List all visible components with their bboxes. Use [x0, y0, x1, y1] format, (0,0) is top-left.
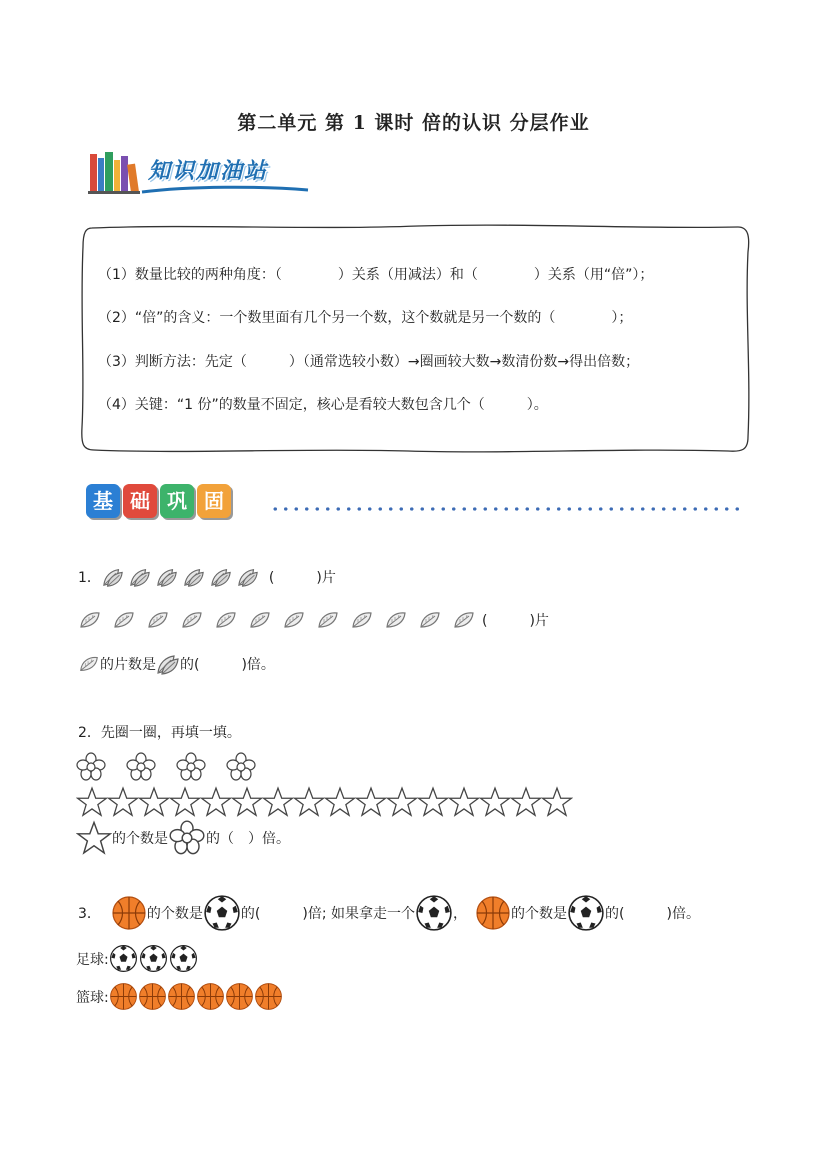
- q3-text: 的个数是: [146, 906, 203, 922]
- section-tile: 础: [123, 484, 157, 518]
- leaf-icon: [101, 566, 269, 588]
- answer-blank[interactable]: 的( )倍。: [180, 657, 275, 673]
- soccer-ball-icon: [109, 944, 199, 974]
- q2-answer: [76, 820, 290, 856]
- knowledge-item-4: （4）关键：“1 份”的数量不固定，核心是看较大数包含几个（ ）。: [98, 397, 548, 413]
- knowledge-banner: 知识加油站: [148, 159, 269, 184]
- dotted-divider: [270, 506, 740, 512]
- flower-icon: [168, 820, 206, 856]
- soccer-ball-icon: [567, 894, 605, 932]
- question-number: 2．: [78, 725, 101, 741]
- q3-text: 的个数是: [511, 906, 568, 922]
- q1-row3: [78, 652, 275, 676]
- page-title: 第二单元 第 1 课时 倍的认识 分层作业: [237, 112, 590, 134]
- knowledge-box: [78, 222, 752, 456]
- football-row: [76, 944, 199, 974]
- answer-blank[interactable]: ( )片: [268, 570, 336, 586]
- section-tile: 基: [86, 484, 120, 518]
- q2-text: 的个数是: [112, 831, 168, 847]
- q1-text: 的片数是: [100, 657, 156, 673]
- knowledge-item-2: （2）“倍”的含义：一个数里面有几个另一个数，这个数就是另一个数的（ ）；: [98, 310, 633, 326]
- q2-prompt: [78, 722, 241, 742]
- books-icon: [88, 150, 140, 194]
- answer-blank[interactable]: ( )片: [482, 613, 549, 629]
- leaf-icon: [156, 652, 180, 676]
- section-basic-header: [86, 484, 234, 518]
- leaf-icon: [78, 653, 100, 675]
- answer-blank[interactable]: 的（ ）倍。: [206, 831, 290, 847]
- q1-row1: [78, 566, 336, 588]
- basketball-icon: [109, 982, 289, 1012]
- answer-blank[interactable]: 的( )倍。: [605, 906, 700, 922]
- basketball-row: [76, 982, 289, 1012]
- section-tile: 固: [197, 484, 231, 518]
- basketball-label: 篮球:: [76, 990, 109, 1006]
- q3-row: [78, 894, 700, 932]
- basketball-icon: [111, 895, 147, 931]
- question-number: 1．: [78, 570, 101, 586]
- knowledge-item-1: （1）数量比较的两种角度：（ ）关系（用减法）和（ ）关系（用“倍”）；: [98, 267, 654, 283]
- soccer-ball-icon: [203, 894, 241, 932]
- soccer-ball-icon: [415, 894, 453, 932]
- leaf-icon: [78, 609, 482, 631]
- answer-blank[interactable]: 的( )倍; 如果拿走一个: [240, 906, 416, 922]
- section-tile: 巩: [160, 484, 194, 518]
- q2-text: 先圈一圈，再填一填。: [100, 725, 241, 741]
- banner-underline: [140, 182, 310, 196]
- star-icon: [76, 820, 112, 856]
- q1-row2: [78, 609, 549, 631]
- star-icon: [76, 786, 586, 818]
- question-number: 3．: [78, 906, 101, 922]
- football-label: 足球:: [76, 952, 109, 968]
- q3-text: ，: [453, 906, 468, 922]
- basketball-icon: [475, 895, 511, 931]
- flower-icon: [76, 752, 262, 784]
- knowledge-item-3: （3）判断方法：先定（ ）（通常选较小数）→圈画较大数→数清份数→得出倍数；: [98, 354, 640, 370]
